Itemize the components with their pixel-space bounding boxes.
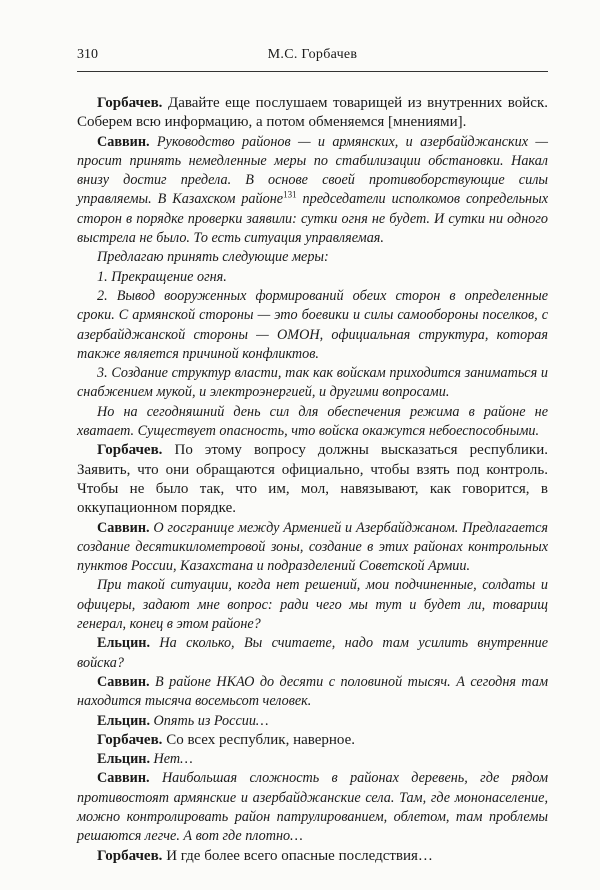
paragraph-text: Нет… xyxy=(153,751,193,768)
speaker-label: Саввин. xyxy=(97,133,150,150)
paragraph-yeltsin-3 xyxy=(77,750,548,769)
speaker-label: Горбачев. xyxy=(97,731,163,748)
speaker-label: Саввин. xyxy=(97,519,150,536)
page-body xyxy=(77,94,548,866)
header-rule xyxy=(77,71,548,72)
speaker-label: Ельцин. xyxy=(97,712,150,729)
paragraph-savvin-3 xyxy=(77,673,548,712)
paragraph-text: И где более всего опасные последствия… xyxy=(166,847,433,864)
paragraph-text-cont: председатели исполкомов сопредельных сторон в порядке проверки заявили: сутки огня не будет. И сутки ни одного выстрела не было. То есть ситуация управляемая. xyxy=(77,191,549,247)
paragraph-yeltsin-1 xyxy=(77,634,548,673)
speaker-label: Горбачев. xyxy=(97,442,163,459)
paragraph-text: Опять из России… xyxy=(153,712,269,729)
footnote-ref[interactable]: 131 xyxy=(283,189,297,200)
list-item-3: 3. Создание структур власти, так как войскам приходится заниматься и снабжением мукой, и электроэнергией, и другими вопросами. xyxy=(77,365,548,401)
paragraph-yeltsin-2 xyxy=(77,712,548,731)
list-item-2: 2. Вывод вооруженных формирований обеих сторон в определенные сроки. С армянской стороны — это боевики и силы самообороны поселков, с азербайджанской стороны — ОМОН, официальная структура, которая также является причиной конфликтов. xyxy=(77,287,548,362)
speaker-label: Ельцин. xyxy=(97,635,150,652)
list-item-1: 1. Прекращение огня. xyxy=(97,268,227,285)
paragraph-text: Наибольшая сложность в районах деревень, где рядом противостоят армянские и азербайджанские села. Там, где мононаселение, можно контролировать район патрулированием, облетом, там проблемы решаются легче. А вот где плотно… xyxy=(77,770,549,845)
paragraph-text: Руководство районов — и армянских, и азербайджанских — просит принять немедленные меры по стабилизации обстановки. Накал внизу достиг предела. В основе своей противоборствующие силы управляемы. В Казахском районе xyxy=(77,133,548,208)
paragraph-gorbachev-4 xyxy=(77,847,548,866)
paragraph-text: По этому вопросу должны высказаться республики. Заявить, что они обращаются официально, чтобы взять под контроль. Чтобы не было так, что им, мол, навязывают, как говорится, в оккупационном порядке. xyxy=(77,442,548,517)
speaker-label: Горбачев. xyxy=(97,847,163,864)
paragraph-gorbachev-1 xyxy=(77,94,548,133)
speaker-label: Горбачев. xyxy=(97,95,163,111)
paragraph-text: На сколько, Вы считаете, надо там усилить внутренние войска? xyxy=(77,635,548,671)
paragraph-gorbachev-3 xyxy=(77,731,548,750)
paragraph-savvin-4 xyxy=(77,769,548,846)
paragraph-text: В районе НКАО до десяти с половиной тысяч. А сегодня там находится тысяча восемьсот человек. xyxy=(77,673,548,710)
paragraph-text: Давайте еще послушаем товарищей из внутренних войск. Соберем всю информацию, а потом обменяемся [мнениями]. xyxy=(77,95,548,131)
speaker-label: Саввин. xyxy=(97,673,150,690)
speaker-label: Саввин. xyxy=(97,770,150,787)
paragraph-forces-shortage: Но на сегодняшний день сил для обеспечения режима в районе не хватает. Существует опасность, что войска окажутся небоеспособными. xyxy=(77,403,548,440)
page-number: 310 xyxy=(77,47,98,62)
paragraph-savvin-1 xyxy=(77,133,548,249)
paragraph-gorbachev-2 xyxy=(77,441,548,518)
running-title: М.С. Горбачев xyxy=(267,47,358,62)
paragraph-savvin-2 xyxy=(77,519,548,577)
speaker-label: Ельцин. xyxy=(97,751,150,768)
paragraph-soldiers-question: При такой ситуации, когда нет решений, мои подчиненные, солдаты и офицеры, задают мне вопрос: ради чего мы тут и будет ли, товарищ генерал, конец в этом районе? xyxy=(77,577,548,633)
paragraph-text: О госгранице между Арменией и Азербайджаном. Предлагается создание десятикилометровой зоны, создание в этих районах контрольных пунктов России, Казахстана и подразделений Советской Армии. xyxy=(77,519,549,575)
paragraph-measures-intro: Предлагаю принять следующие меры: xyxy=(97,249,329,266)
paragraph-text: Со всех республик, наверное. xyxy=(166,731,356,748)
